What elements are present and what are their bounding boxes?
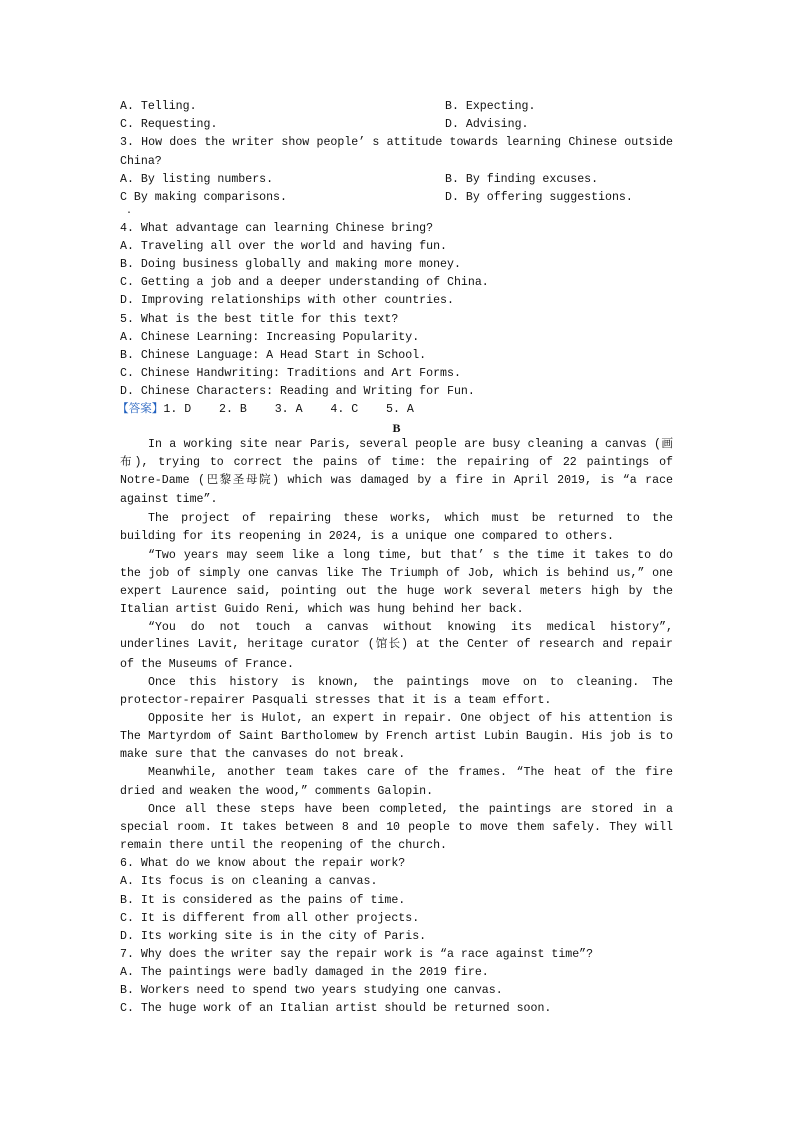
text-line: C. Getting a job and a deeper understanding of China. <box>120 276 489 289</box>
text-line: make sure that the canvases do not break. <box>120 748 406 761</box>
text-line: In a working site near Paris, several people are busy cleaning a canvas (画 <box>148 438 673 451</box>
text-line: remain there until the reopening of the church. <box>120 839 447 852</box>
text-line: Meanwhile, another team takes care of the frames. “The heat of the fire <box>148 766 673 779</box>
text-line: protector-repairer Pasquali stresses that it is a team effort. <box>120 694 552 707</box>
text-line: underlines Lavit, heritage curator (馆长) at the Center of research and repair <box>120 638 673 651</box>
text-line: C. It is different from all other projects. <box>120 912 420 925</box>
text-line: Opposite her is Hulot, an expert in repair. One object of his attention is <box>148 712 673 725</box>
text-line <box>120 172 673 188</box>
text-line: 6. What do we know about the repair work? <box>120 857 406 870</box>
text-line: 3. How does the writer show people’ s attitude towards learning Chinese outside <box>120 136 673 149</box>
text-line: A. Its focus is on cleaning a canvas. <box>120 875 378 888</box>
text-line: A. Chinese Learning: Increasing Popularity. <box>120 331 420 344</box>
text-line: the job of simply one canvas like The Triumph of Job, which is behind us,” one <box>120 567 673 580</box>
text-line: 5. What is the best title for this text? <box>120 313 399 326</box>
option-right: B. Expecting. <box>445 100 536 113</box>
option-right: D. Advising. <box>445 118 529 131</box>
text-line: D. Improving relationships with other countries. <box>120 294 454 307</box>
text-line: “Two years may seem like a long time, but that’ s the time it takes to do <box>148 549 673 562</box>
text-line: C. Chinese Handwriting: Traditions and Art Forms. <box>120 367 461 380</box>
text-line: D. Its working site is in the city of Paris. <box>120 930 427 943</box>
text-line: A. The paintings were badly damaged in the 2019 fire. <box>120 966 489 979</box>
text-line: Notre-Dame (巴黎圣母院) which was damaged by a fire in April 2019, is “a race <box>120 474 673 487</box>
text-line: 布), trying to correct the pains of time: the repairing of 22 paintings of <box>120 456 673 469</box>
text-line: “You do not touch a canvas without knowing its medical history”, <box>148 621 673 634</box>
text-line: Italian artist Guido Reni, which was hung behind her back. <box>120 603 524 616</box>
text-line: C. The huge work of an Italian artist should be returned soon. <box>120 1002 552 1015</box>
text-line: of the Museums of France. <box>120 658 294 671</box>
text-line: dried and weaken the wood,” comments Galopin. <box>120 785 434 798</box>
text-line: Once all these steps have been completed, the paintings are stored in a <box>148 803 673 816</box>
text-line: expert Laurence said, pointing out the huge work several meters high by the <box>120 585 673 598</box>
option-left: C. Requesting. <box>120 118 218 131</box>
section-heading: B <box>392 421 401 435</box>
option-left: A. By listing numbers. <box>120 173 274 186</box>
text-line: . <box>126 206 133 217</box>
text-line <box>120 117 673 133</box>
text-line: A. Traveling all over the world and having fun. <box>120 240 447 253</box>
text-line: D. Chinese Characters: Reading and Writing for Fun. <box>120 385 475 398</box>
text-line: The project of repairing these works, which must be returned to the <box>148 512 673 525</box>
text-line: 4. What advantage can learning Chinese bring? <box>120 222 434 235</box>
answer-tag: 【答案】 <box>117 401 164 415</box>
text-line: 7. Why does the writer say the repair work is “a race against time”? <box>120 948 594 961</box>
option-left: A. Telling. <box>120 100 197 113</box>
text-line <box>120 99 673 115</box>
text-line: B. Doing business globally and making more money. <box>120 258 461 271</box>
option-right: D. By offering suggestions. <box>445 191 633 204</box>
text-line: against time”. <box>120 493 218 506</box>
text-line: B. It is considered as the pains of time. <box>120 894 406 907</box>
text-line: B. Workers need to spend two years studying one canvas. <box>120 984 503 997</box>
text-line: B. Chinese Language: A Head Start in School. <box>120 349 427 362</box>
option-right: B. By finding excuses. <box>445 173 599 186</box>
text-line: building for its reopening in 2024, is a unique one compared to others. <box>120 530 614 543</box>
text-line: special room. It takes between 8 and 10 people to move them safely. They will <box>120 821 673 834</box>
answer-key-line <box>117 400 670 416</box>
option-left: C By making comparisons. <box>120 191 287 204</box>
text-line: Once this history is known, the paintings move on to cleaning. The <box>148 676 673 689</box>
text-line: The Martyrdom of Saint Bartholomew by French artist Lubin Baugin. His job is to <box>120 730 673 743</box>
text-line: China? <box>120 155 162 168</box>
answer-values: 1. D 2. B 3. A 4. C 5. A <box>163 403 414 416</box>
